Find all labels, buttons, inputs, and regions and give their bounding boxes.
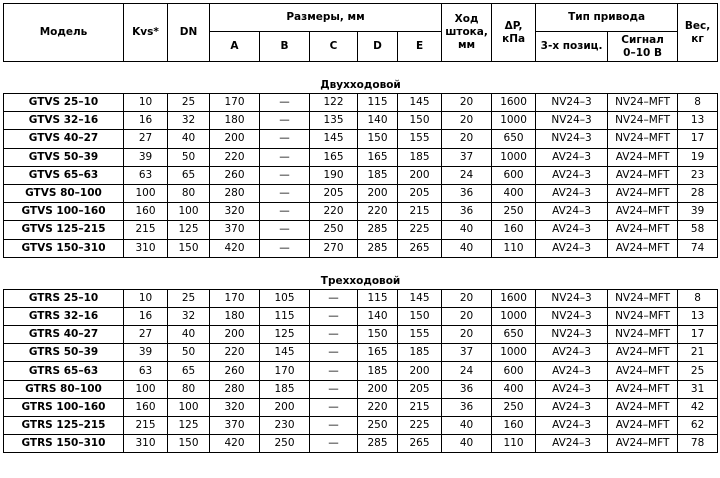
value-cell: 100: [124, 184, 168, 202]
value-cell: 200: [398, 362, 442, 380]
value-cell: AV24–MFT: [608, 362, 678, 380]
value-cell: 1600: [492, 289, 536, 307]
value-cell: AV24–3: [536, 362, 608, 380]
value-cell: 115: [358, 289, 398, 307]
value-cell: 150: [358, 130, 398, 148]
value-cell: 50: [168, 148, 210, 166]
table-row: [4, 166, 718, 184]
value-cell: 20: [442, 289, 492, 307]
table-row: [4, 344, 718, 362]
value-cell: 40: [168, 130, 210, 148]
value-cell: AV24–3: [536, 184, 608, 202]
header-model: Модель: [4, 4, 124, 62]
specs-table: [3, 3, 718, 453]
value-cell: 62: [678, 417, 718, 435]
value-cell: AV24–MFT: [608, 148, 678, 166]
value-cell: 180: [210, 112, 260, 130]
header-actuator: Тип привода: [536, 4, 678, 32]
value-cell: 215: [398, 203, 442, 221]
value-cell: AV24–3: [536, 203, 608, 221]
value-cell: NV24–3: [536, 112, 608, 130]
value-cell: 200: [398, 166, 442, 184]
model-cell: GTRS 100–160: [4, 398, 124, 416]
value-cell: 420: [210, 239, 260, 257]
value-cell: 260: [210, 362, 260, 380]
value-cell: 115: [260, 307, 310, 325]
value-cell: 100: [168, 203, 210, 221]
value-cell: 320: [210, 398, 260, 416]
value-cell: 37: [442, 148, 492, 166]
value-cell: 150: [358, 326, 398, 344]
value-cell: 65: [168, 166, 210, 184]
value-cell: 27: [124, 130, 168, 148]
value-cell: 13: [678, 112, 718, 130]
value-cell: 28: [678, 184, 718, 202]
value-cell: 25: [168, 289, 210, 307]
value-cell: 265: [398, 435, 442, 453]
table-row: [4, 435, 718, 453]
value-cell: 370: [210, 221, 260, 239]
value-cell: 1600: [492, 94, 536, 112]
value-cell: 39: [124, 148, 168, 166]
value-cell: 220: [210, 148, 260, 166]
value-cell: 40: [168, 326, 210, 344]
value-cell: 1000: [492, 307, 536, 325]
model-cell: GTRS 65–63: [4, 362, 124, 380]
spacer-cell: [4, 62, 718, 78]
value-cell: 20: [442, 326, 492, 344]
value-cell: —: [310, 344, 358, 362]
value-cell: 8: [678, 289, 718, 307]
value-cell: 150: [398, 112, 442, 130]
header-dim-a: A: [210, 32, 260, 62]
value-cell: 19: [678, 148, 718, 166]
value-cell: 220: [310, 203, 358, 221]
section-title-row: [4, 273, 718, 290]
value-cell: 24: [442, 166, 492, 184]
header-weight-line2: кг: [691, 32, 704, 45]
value-cell: 205: [398, 184, 442, 202]
model-cell: GTVS 50–39: [4, 148, 124, 166]
value-cell: NV24–3: [536, 289, 608, 307]
header-act-signal-line1: Сигнал: [621, 33, 664, 46]
value-cell: 10: [124, 289, 168, 307]
header-dim-e: E: [398, 32, 442, 62]
value-cell: 185: [358, 166, 398, 184]
value-cell: 20: [442, 94, 492, 112]
table-row: [4, 203, 718, 221]
value-cell: 40: [442, 435, 492, 453]
value-cell: 140: [358, 307, 398, 325]
header-stroke-line1: Ход: [454, 13, 479, 25]
value-cell: 225: [398, 221, 442, 239]
header-stroke: [442, 4, 492, 62]
value-cell: NV24–MFT: [608, 326, 678, 344]
value-cell: —: [310, 362, 358, 380]
value-cell: 36: [442, 398, 492, 416]
value-cell: 40: [442, 417, 492, 435]
value-cell: —: [260, 94, 310, 112]
value-cell: 31: [678, 380, 718, 398]
value-cell: 110: [492, 435, 536, 453]
value-cell: 1000: [492, 344, 536, 362]
value-cell: 200: [358, 184, 398, 202]
value-cell: 215: [398, 398, 442, 416]
value-cell: 16: [124, 112, 168, 130]
value-cell: 25: [678, 362, 718, 380]
value-cell: NV24–MFT: [608, 130, 678, 148]
value-cell: 160: [124, 398, 168, 416]
value-cell: 125: [168, 417, 210, 435]
value-cell: 8: [678, 94, 718, 112]
table-row: [4, 289, 718, 307]
value-cell: 110: [492, 239, 536, 257]
value-cell: 280: [210, 184, 260, 202]
value-cell: 160: [492, 417, 536, 435]
section-title-row: [4, 77, 718, 94]
value-cell: 100: [124, 380, 168, 398]
value-cell: 150: [398, 307, 442, 325]
header-dim-b: B: [260, 32, 310, 62]
table-row: [4, 398, 718, 416]
model-cell: GTRS 150–310: [4, 435, 124, 453]
value-cell: 17: [678, 130, 718, 148]
value-cell: 17: [678, 326, 718, 344]
model-cell: GTRS 80–100: [4, 380, 124, 398]
value-cell: 36: [442, 203, 492, 221]
value-cell: 160: [492, 221, 536, 239]
value-cell: 32: [168, 307, 210, 325]
value-cell: 63: [124, 362, 168, 380]
value-cell: 160: [124, 203, 168, 221]
value-cell: 40: [442, 239, 492, 257]
value-cell: 200: [260, 398, 310, 416]
value-cell: 260: [210, 166, 260, 184]
value-cell: 310: [124, 239, 168, 257]
value-cell: AV24–3: [536, 398, 608, 416]
value-cell: 285: [358, 221, 398, 239]
value-cell: 600: [492, 362, 536, 380]
value-cell: —: [260, 112, 310, 130]
value-cell: 39: [124, 344, 168, 362]
value-cell: —: [260, 184, 310, 202]
value-cell: 145: [310, 130, 358, 148]
value-cell: 600: [492, 166, 536, 184]
header-dp-line2: кПа: [502, 32, 526, 45]
value-cell: 58: [678, 221, 718, 239]
model-cell: GTVS 125–215: [4, 221, 124, 239]
value-cell: 40: [442, 221, 492, 239]
section-title: Трехходовой: [4, 273, 718, 290]
value-cell: —: [260, 239, 310, 257]
value-cell: 100: [168, 398, 210, 416]
value-cell: 65: [168, 362, 210, 380]
value-cell: 650: [492, 326, 536, 344]
value-cell: NV24–MFT: [608, 289, 678, 307]
value-cell: 285: [358, 435, 398, 453]
value-cell: —: [310, 398, 358, 416]
value-cell: —: [260, 221, 310, 239]
header-dim-c: C: [310, 32, 358, 62]
value-cell: 13: [678, 307, 718, 325]
value-cell: 400: [492, 184, 536, 202]
value-cell: —: [260, 166, 310, 184]
value-cell: 250: [310, 221, 358, 239]
value-cell: 165: [358, 148, 398, 166]
section-title: Двухходовой: [4, 77, 718, 94]
value-cell: —: [260, 130, 310, 148]
value-cell: 155: [398, 326, 442, 344]
value-cell: AV24–MFT: [608, 203, 678, 221]
value-cell: AV24–MFT: [608, 221, 678, 239]
value-cell: 230: [260, 417, 310, 435]
header-act-3pos: 3-х позиц.: [536, 32, 608, 62]
value-cell: AV24–3: [536, 239, 608, 257]
value-cell: 320: [210, 203, 260, 221]
table-row: [4, 221, 718, 239]
value-cell: AV24–MFT: [608, 239, 678, 257]
value-cell: AV24–3: [536, 417, 608, 435]
model-cell: GTVS 32–16: [4, 112, 124, 130]
value-cell: NV24–3: [536, 307, 608, 325]
value-cell: 74: [678, 239, 718, 257]
table-row: [4, 148, 718, 166]
value-cell: —: [310, 417, 358, 435]
value-cell: 190: [310, 166, 358, 184]
value-cell: 180: [210, 307, 260, 325]
value-cell: 25: [168, 94, 210, 112]
model-cell: GTRS 32–16: [4, 307, 124, 325]
header-weight: [678, 4, 718, 62]
value-cell: 125: [260, 326, 310, 344]
value-cell: AV24–MFT: [608, 184, 678, 202]
value-cell: 42: [678, 398, 718, 416]
value-cell: 215: [124, 221, 168, 239]
table-row: [4, 326, 718, 344]
value-cell: NV24–MFT: [608, 112, 678, 130]
header-dimensions: Размеры, мм: [210, 4, 442, 32]
header-act-signal-line2: 0–10 В: [623, 46, 662, 59]
value-cell: 155: [398, 130, 442, 148]
header-stroke-line3: мм: [457, 39, 476, 51]
value-cell: NV24–3: [536, 130, 608, 148]
value-cell: 80: [168, 380, 210, 398]
value-cell: 150: [168, 435, 210, 453]
value-cell: 250: [492, 203, 536, 221]
value-cell: AV24–3: [536, 344, 608, 362]
value-cell: 220: [210, 344, 260, 362]
value-cell: 37: [442, 344, 492, 362]
model-cell: GTRS 50–39: [4, 344, 124, 362]
value-cell: 20: [442, 112, 492, 130]
value-cell: AV24–3: [536, 221, 608, 239]
model-cell: GTVS 80–100: [4, 184, 124, 202]
value-cell: NV24–MFT: [608, 94, 678, 112]
value-cell: 310: [124, 435, 168, 453]
header-dim-d: D: [358, 32, 398, 62]
model-cell: GTVS 40–27: [4, 130, 124, 148]
value-cell: NV24–3: [536, 94, 608, 112]
value-cell: 1000: [492, 112, 536, 130]
value-cell: 80: [168, 184, 210, 202]
value-cell: 36: [442, 380, 492, 398]
value-cell: 250: [358, 417, 398, 435]
value-cell: 280: [210, 380, 260, 398]
model-cell: GTVS 65–63: [4, 166, 124, 184]
model-cell: GTVS 100–160: [4, 203, 124, 221]
value-cell: 39: [678, 203, 718, 221]
value-cell: 265: [398, 239, 442, 257]
value-cell: AV24–MFT: [608, 398, 678, 416]
value-cell: 24: [442, 362, 492, 380]
value-cell: 220: [358, 203, 398, 221]
value-cell: 145: [260, 344, 310, 362]
value-cell: 135: [310, 112, 358, 130]
value-cell: 220: [358, 398, 398, 416]
header-act-signal: [608, 32, 678, 62]
value-cell: 122: [310, 94, 358, 112]
spacer-cell: [4, 257, 718, 273]
header-dn: DN: [168, 4, 210, 62]
value-cell: 165: [358, 344, 398, 362]
table-row: [4, 307, 718, 325]
table-row: [4, 239, 718, 257]
value-cell: 205: [398, 380, 442, 398]
value-cell: 170: [210, 289, 260, 307]
value-cell: 105: [260, 289, 310, 307]
value-cell: 285: [358, 239, 398, 257]
model-cell: GTVS 25–10: [4, 94, 124, 112]
table-row: [4, 380, 718, 398]
value-cell: 250: [492, 398, 536, 416]
table-row: [4, 184, 718, 202]
value-cell: —: [310, 435, 358, 453]
value-cell: AV24–3: [536, 435, 608, 453]
value-cell: —: [310, 289, 358, 307]
header-dp: [492, 4, 536, 62]
value-cell: 185: [358, 362, 398, 380]
value-cell: 200: [210, 130, 260, 148]
table-row: [4, 417, 718, 435]
value-cell: 215: [124, 417, 168, 435]
section-spacer: [4, 62, 718, 78]
value-cell: 200: [358, 380, 398, 398]
value-cell: 115: [358, 94, 398, 112]
value-cell: 1000: [492, 148, 536, 166]
value-cell: 125: [168, 221, 210, 239]
table-body: [4, 62, 718, 453]
value-cell: 50: [168, 344, 210, 362]
value-cell: 63: [124, 166, 168, 184]
value-cell: —: [310, 326, 358, 344]
model-cell: GTVS 150–310: [4, 239, 124, 257]
model-cell: GTRS 125–215: [4, 417, 124, 435]
value-cell: 20: [442, 307, 492, 325]
value-cell: 27: [124, 326, 168, 344]
model-cell: GTRS 25–10: [4, 289, 124, 307]
value-cell: —: [310, 380, 358, 398]
table-row: [4, 130, 718, 148]
value-cell: 185: [398, 148, 442, 166]
value-cell: 165: [310, 148, 358, 166]
table-row: [4, 94, 718, 112]
header-weight-line1: Вес,: [684, 19, 711, 32]
model-cell: GTRS 40–27: [4, 326, 124, 344]
header-dp-line1: ΔP,: [504, 19, 523, 32]
value-cell: 20: [442, 130, 492, 148]
value-cell: 250: [260, 435, 310, 453]
value-cell: 185: [398, 344, 442, 362]
value-cell: AV24–MFT: [608, 166, 678, 184]
header-stroke-line2: штока,: [445, 26, 488, 38]
value-cell: 23: [678, 166, 718, 184]
value-cell: AV24–3: [536, 380, 608, 398]
value-cell: 36: [442, 184, 492, 202]
value-cell: NV24–3: [536, 326, 608, 344]
value-cell: 16: [124, 307, 168, 325]
value-cell: 420: [210, 435, 260, 453]
value-cell: 400: [492, 380, 536, 398]
value-cell: 150: [168, 239, 210, 257]
value-cell: 10: [124, 94, 168, 112]
value-cell: 32: [168, 112, 210, 130]
value-cell: 170: [210, 94, 260, 112]
value-cell: AV24–MFT: [608, 435, 678, 453]
value-cell: NV24–MFT: [608, 307, 678, 325]
value-cell: AV24–3: [536, 166, 608, 184]
value-cell: 185: [260, 380, 310, 398]
section-spacer: [4, 257, 718, 273]
table-row: [4, 362, 718, 380]
value-cell: AV24–MFT: [608, 344, 678, 362]
value-cell: 21: [678, 344, 718, 362]
value-cell: AV24–MFT: [608, 380, 678, 398]
value-cell: 140: [358, 112, 398, 130]
value-cell: 78: [678, 435, 718, 453]
header-kvs: Kvs*: [124, 4, 168, 62]
value-cell: —: [260, 203, 310, 221]
value-cell: 145: [398, 289, 442, 307]
value-cell: —: [310, 307, 358, 325]
value-cell: 225: [398, 417, 442, 435]
value-cell: 170: [260, 362, 310, 380]
value-cell: 270: [310, 239, 358, 257]
value-cell: 200: [210, 326, 260, 344]
value-cell: 145: [398, 94, 442, 112]
value-cell: 205: [310, 184, 358, 202]
value-cell: AV24–3: [536, 148, 608, 166]
value-cell: 650: [492, 130, 536, 148]
value-cell: 370: [210, 417, 260, 435]
table-row: [4, 112, 718, 130]
value-cell: —: [260, 148, 310, 166]
value-cell: AV24–MFT: [608, 417, 678, 435]
